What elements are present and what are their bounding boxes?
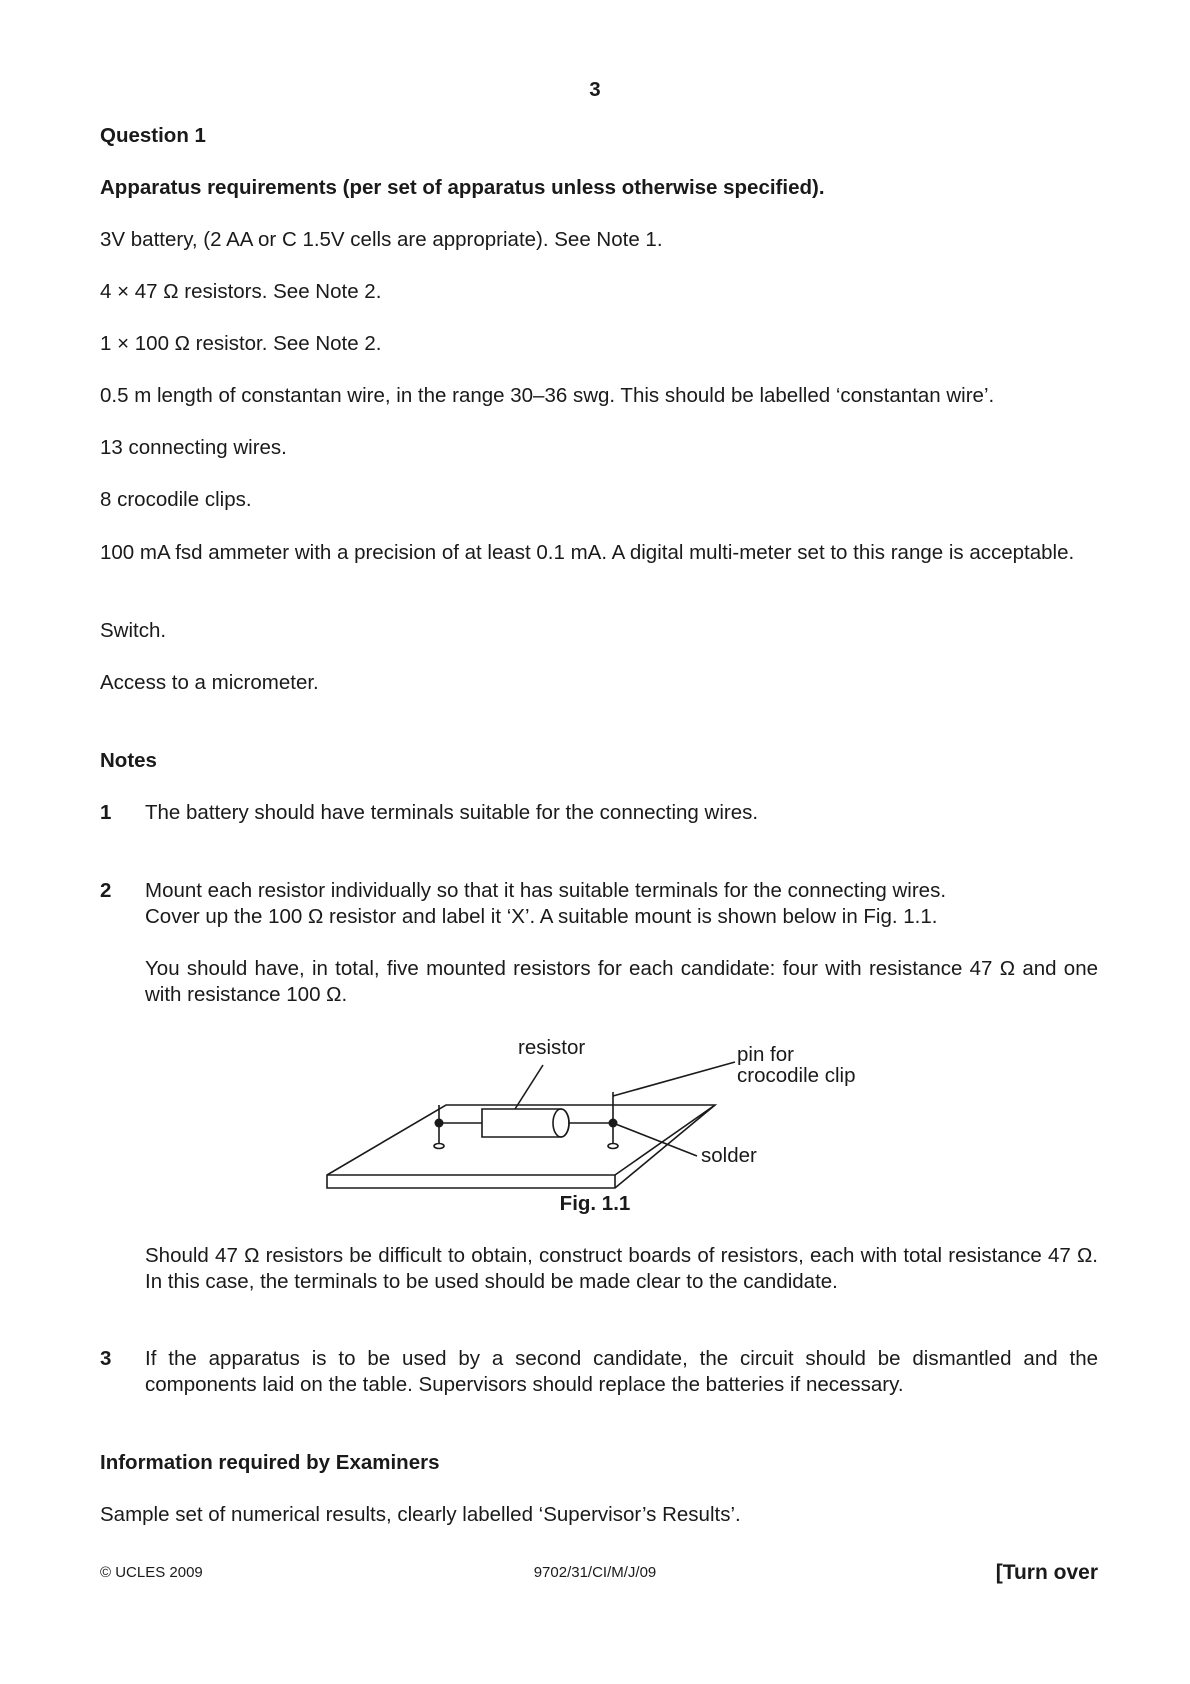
apparatus-item-switch: Switch. [100,619,167,642]
examiners-heading: Information required by Examiners [100,1451,440,1474]
footer-code: 9702/31/CI/M/J/09 [533,1564,657,1581]
note-3-number: 3 [100,1347,112,1370]
note-3-text: If the apparatus is to be used by a second candidate, the circuit should be dismantled and the components laid on the table. Supervisors should replace the batteries if necessary. [145,1347,1098,1396]
page-number: 3 [589,78,601,101]
apparatus-item-constantan-wire: 0.5 m length of constantan wire, in the range 30–36 swg. This should be labelled ‘constantan wire’. [100,384,995,407]
note-2-line-2: Cover up the 100 Ω resistor and label it ‘X’. A suitable mount is shown below in Fig. 1.1. [145,905,938,928]
apparatus-item-battery: 3V battery, (2 AA or C 1.5V cells are appropriate). See Note 1. [100,228,663,251]
left-solder-pad [434,1144,444,1149]
note-2-line-1: Mount each resistor individually so that it has suitable terminals for the connecting wires. [145,879,947,902]
apparatus-item-connecting-wires: 13 connecting wires. [100,436,287,459]
label-pin-for: pin for [737,1043,794,1066]
right-solder-joint [609,1119,618,1128]
resistor-end [553,1109,569,1137]
note-2-number: 2 [100,879,112,902]
right-solder-pad [608,1144,618,1149]
apparatus-item-crocodile-clips: 8 crocodile clips. [100,488,252,511]
note-1-number: 1 [100,801,112,824]
label-resistor: resistor [518,1036,586,1059]
note-2-paragraph-3: Should 47 Ω resistors be difficult to obtain, construct boards of resistors, each with total resistance 47 Ω. In this case, the terminals to be used should be made clear to the candidate. [145,1244,1098,1293]
footer-copyright: © UCLES 2009 [100,1564,203,1581]
notes-heading: Notes [100,749,157,772]
note-2-paragraph-2: You should have, in total, five mounted resistors for each candidate: four with resistance 47 Ω and one with resistance 100 Ω. [145,957,1098,1006]
solder-leader-line [613,1123,697,1156]
figure-caption: Fig. 1.1 [559,1192,631,1215]
label-solder: solder [701,1144,757,1167]
apparatus-heading: Apparatus requirements (per set of apparatus unless otherwise specified). [100,176,825,199]
label-crocodile-clip: crocodile clip [737,1064,856,1087]
left-solder-joint [435,1119,444,1128]
resistor-leader-line [515,1065,543,1109]
pin-leader-line [613,1062,735,1096]
apparatus-item-ammeter: 100 mA fsd ammeter with a precision of at least 0.1 mA. A digital multi-meter set to this range is acceptable. [100,541,1075,564]
apparatus-item-micrometer: Access to a micrometer. [100,671,319,694]
turn-over-label: [Turn over [995,1561,1098,1584]
question-heading: Question 1 [100,124,206,147]
apparatus-item-100-resistor: 1 × 100 Ω resistor. See Note 2. [100,332,382,355]
examiners-text: Sample set of numerical results, clearly labelled ‘Supervisor’s Results’. [100,1503,741,1526]
note-1-text: The battery should have terminals suitable for the connecting wires. [145,801,759,824]
apparatus-item-47-resistors: 4 × 47 Ω resistors. See Note 2. [100,280,382,303]
resistor-mount-figure [300,1020,856,1200]
